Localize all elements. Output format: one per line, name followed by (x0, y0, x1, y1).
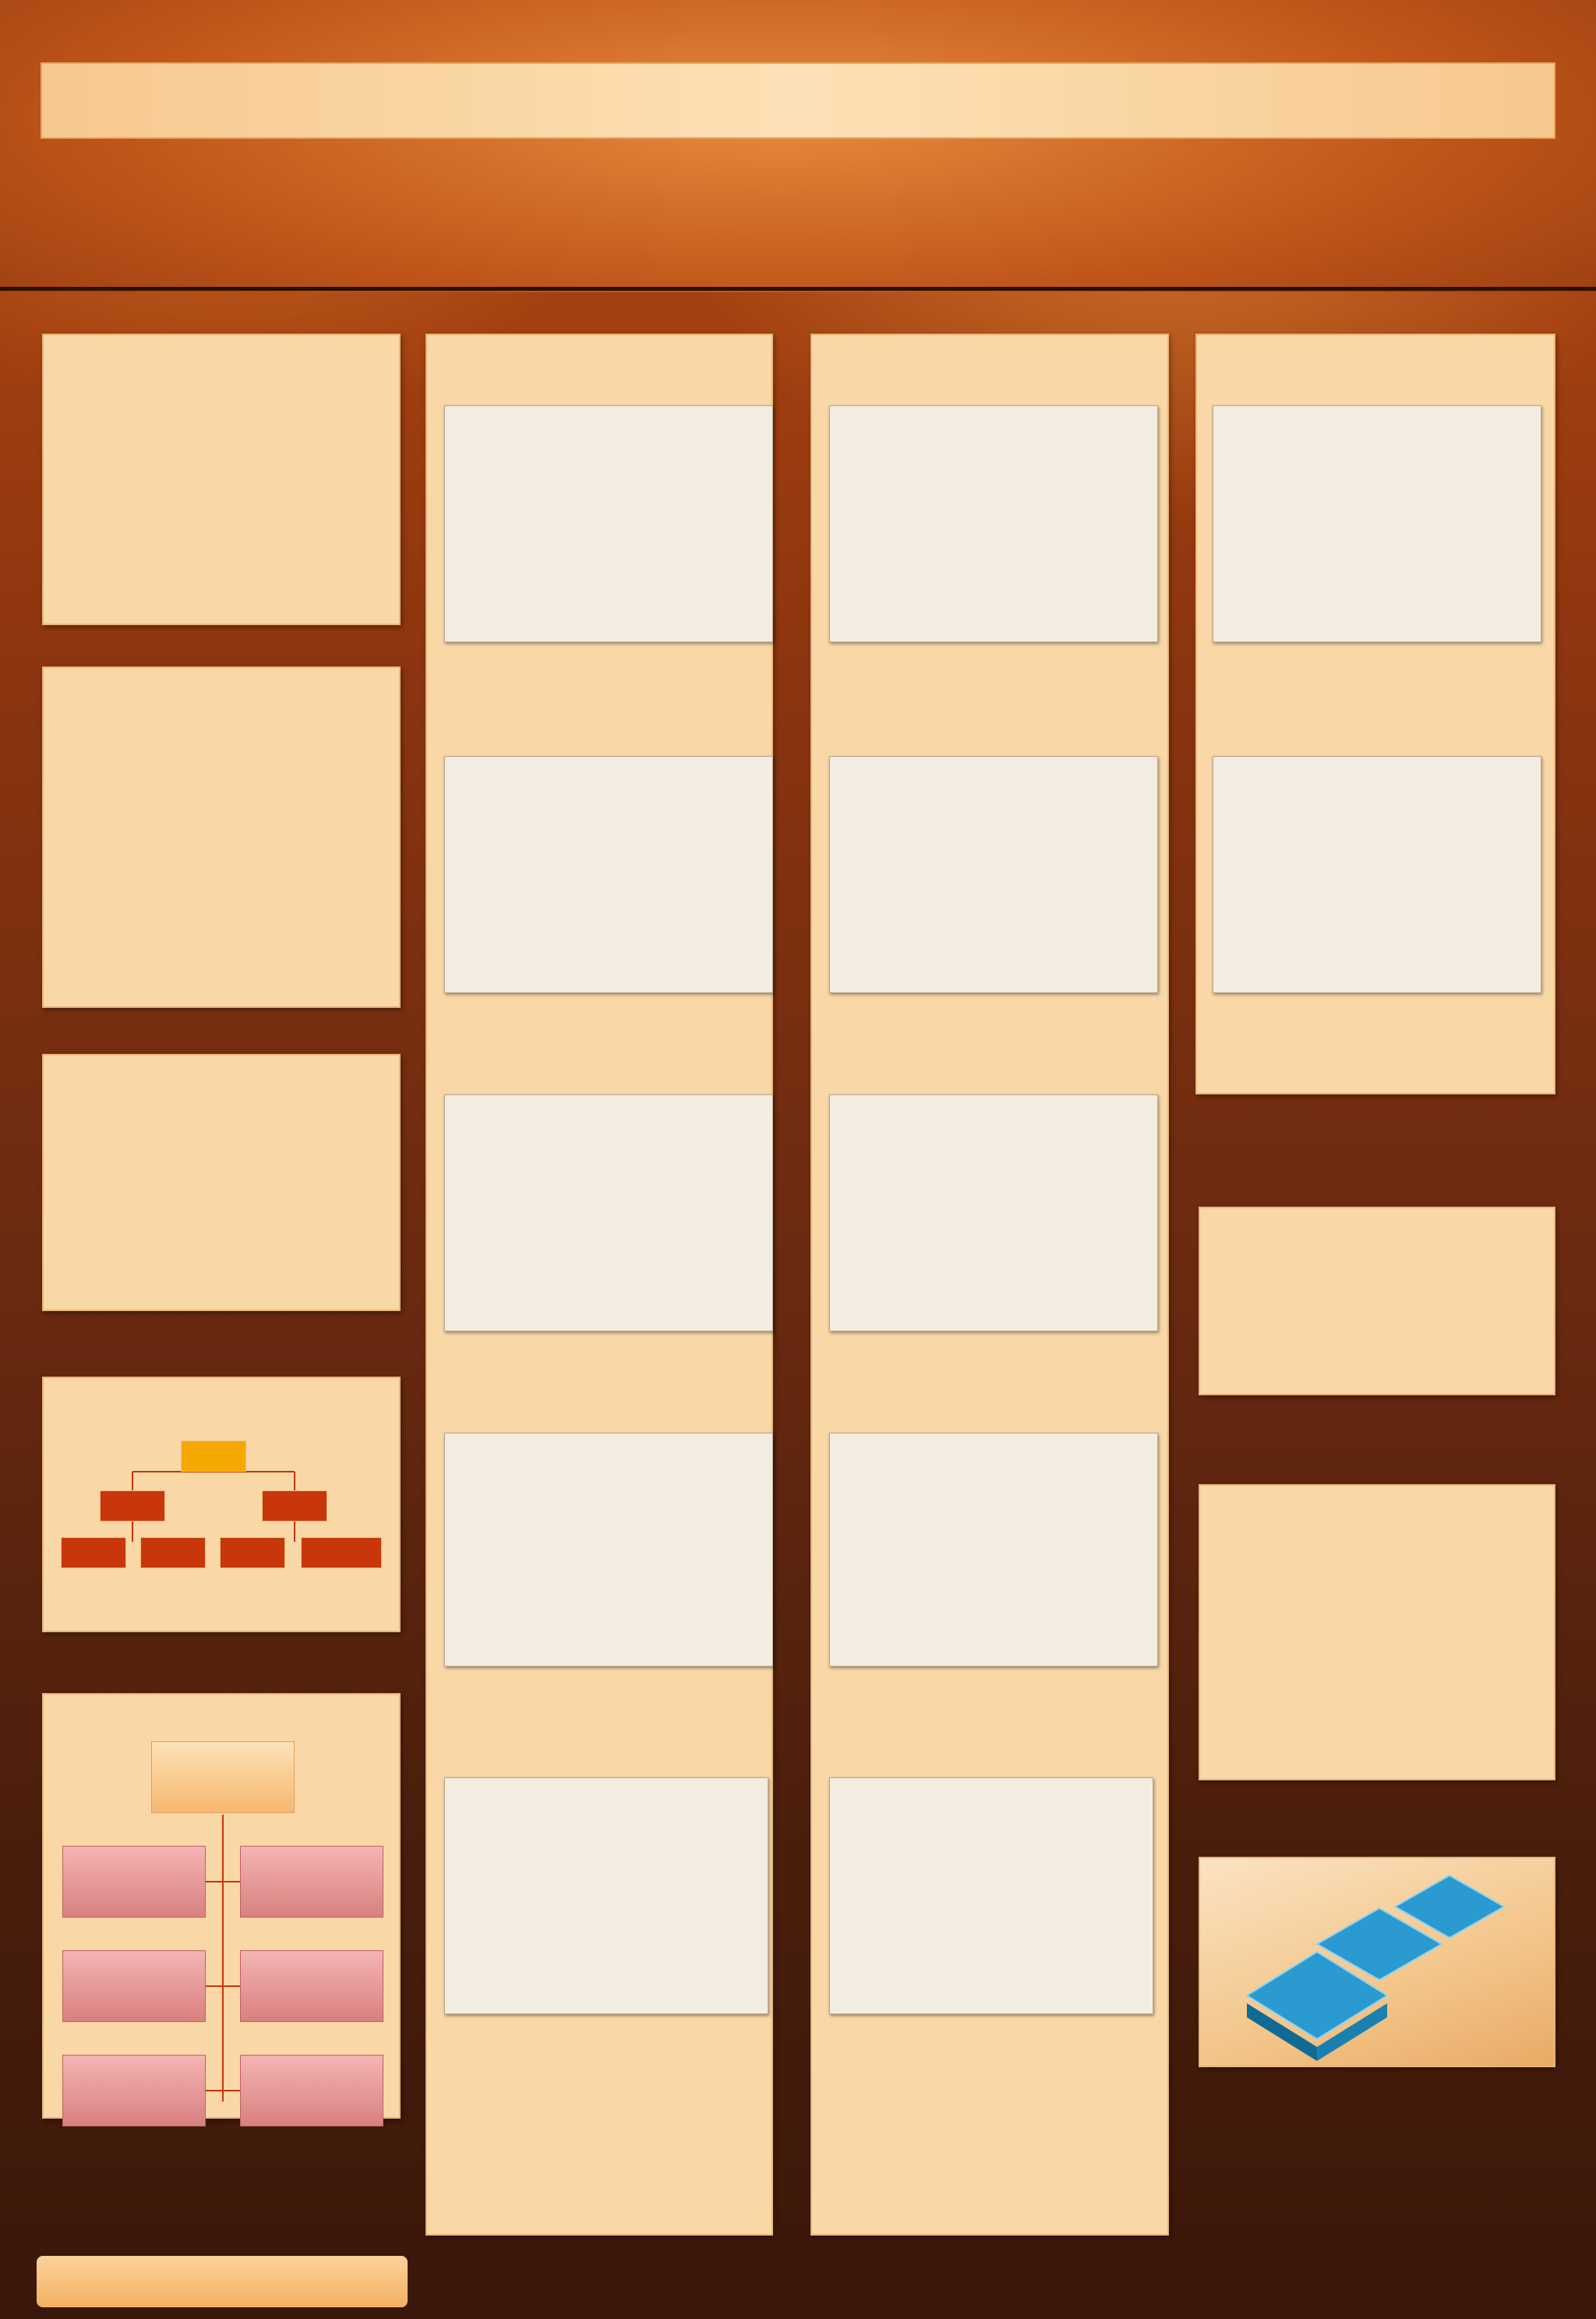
xbar-r-figure (444, 405, 773, 642)
ctq-root (181, 1441, 246, 1472)
ctq-panel (42, 1054, 401, 1311)
acknowledgments-panel (1199, 1484, 1555, 1780)
spc-root (151, 1741, 295, 1813)
ctq-homogenous (220, 1537, 285, 1568)
run-chart-figure (829, 1094, 1158, 1331)
capability-figure (829, 405, 1158, 642)
ctq-mixture (301, 1537, 382, 1568)
logo-panel (1199, 1857, 1555, 2067)
header-divider (0, 287, 1596, 291)
probability-figure (829, 1777, 1153, 2014)
moving-average-figure (829, 756, 1158, 993)
ctq-hard (61, 1537, 126, 1568)
ctq-soft (140, 1537, 206, 1568)
spc-cusum (62, 2055, 206, 2126)
title-bar (41, 62, 1555, 139)
spc-xbar-r (62, 1846, 206, 1918)
spc-imr (62, 1950, 206, 2022)
ctq-color (262, 1490, 327, 1522)
imr-figure (444, 1094, 773, 1331)
ctq-tree-panel (42, 1377, 401, 1632)
conclusions-panel (1199, 1207, 1555, 1395)
cusum-figure (444, 1777, 768, 2014)
email-button[interactable] (37, 2256, 408, 2307)
cusum-reflection (444, 2017, 768, 2103)
spc-xbar-s (240, 1846, 383, 1918)
spc-ewma (240, 1950, 383, 2022)
scatterplot-figure (829, 1433, 1158, 1667)
spc-tools-panel (42, 1693, 401, 2119)
ctq-tree-connectors (44, 1378, 402, 1634)
probability-reflection (829, 2017, 1153, 2103)
header-band (0, 0, 1596, 292)
ewma-figure (444, 1433, 773, 1667)
introduction-panel (42, 334, 401, 625)
histogram-figure (1213, 756, 1541, 993)
timeseries-figure (1213, 405, 1541, 642)
spc-normal-test (240, 2055, 383, 2126)
aim-panel (42, 666, 401, 1008)
hsh-logo (1200, 1858, 1557, 2069)
xbar-s-figure (444, 756, 773, 993)
ctq-hardness (100, 1490, 165, 1522)
